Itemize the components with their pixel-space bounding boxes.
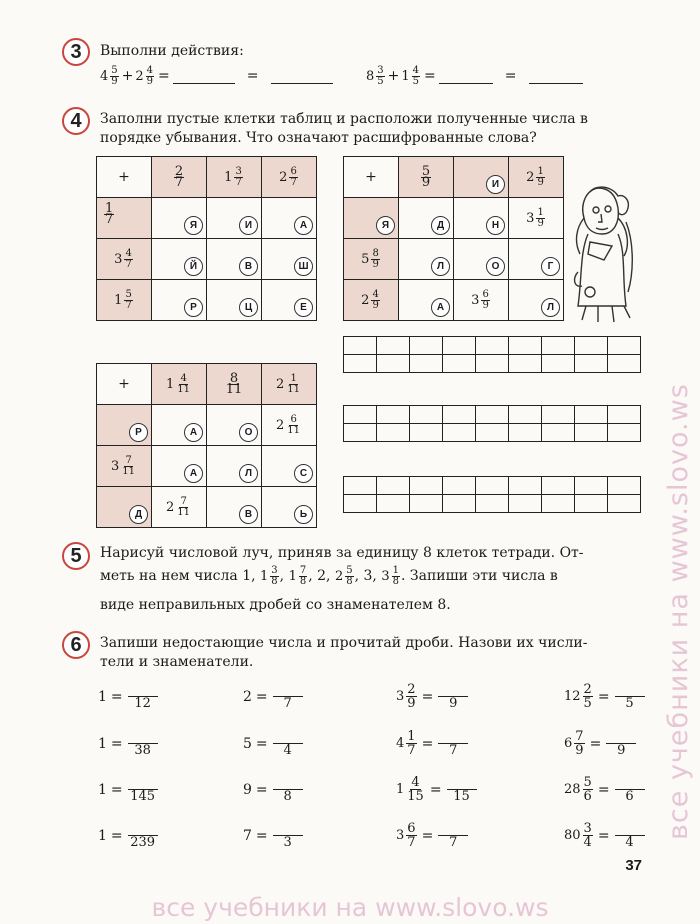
equation: 9 = 8 xyxy=(243,776,304,803)
watermark-bottom: все учебники на www.slovo.ws xyxy=(151,893,549,922)
cell-letter: Н xyxy=(486,216,505,235)
missing-numerator[interactable] xyxy=(438,822,468,836)
equation: 7 = 3 xyxy=(243,822,304,849)
cell-letter: Ш xyxy=(294,257,313,276)
cell-letter: Я xyxy=(376,216,395,235)
empty-cell[interactable] xyxy=(454,239,509,280)
page-number: 37 xyxy=(625,857,642,874)
task-4-number: 4 xyxy=(62,107,90,135)
cell-letter: Л xyxy=(541,298,560,317)
answer-grid-1[interactable] xyxy=(343,336,641,373)
cell-letter: Ц xyxy=(239,298,258,317)
col-header: $\frac{8}{11}$ xyxy=(225,370,243,397)
equation: 1 = 38 xyxy=(98,730,159,757)
col-header: $\frac{2}{7}$ xyxy=(174,163,184,190)
table-3 xyxy=(96,363,317,528)
equation: 80 $\frac{3}{4}$ = 4 xyxy=(564,822,646,849)
cell-value: 2 $\frac{6}{11}$ xyxy=(275,413,300,436)
empty-cell[interactable] xyxy=(262,280,317,321)
missing-numerator[interactable] xyxy=(438,683,468,697)
empty-cell[interactable] xyxy=(344,198,399,239)
missing-numerator[interactable] xyxy=(273,776,303,790)
empty-cell[interactable] xyxy=(97,405,152,446)
empty-cell[interactable] xyxy=(454,157,509,198)
cell-letter: С xyxy=(294,464,313,483)
missing-numerator[interactable] xyxy=(615,822,645,836)
empty-cell[interactable] xyxy=(399,198,454,239)
task-3-expr-2: 8 $\frac{3}{5}$ + 1 $\frac{4}{5}$ = = xyxy=(366,66,583,87)
task-6-number: 6 xyxy=(62,631,90,659)
equation: 3 $\frac{2}{9}$ = 9 xyxy=(396,683,469,710)
task-5-line-2: меть на нем числа 1, 1 $\frac{3}{8}$ , 1 $\frac{7}{8}$ , 2, 2 $\frac{5}{8}$ , 3, 3 $\frac{1}{8}$ . Запиши эти числа в xyxy=(100,565,558,587)
cell-value: 3 $\frac{1}{9}$ xyxy=(526,206,544,229)
cell-letter: В xyxy=(239,257,258,276)
empty-cell[interactable] xyxy=(152,280,207,321)
task-5-line-3: виде неправильных дробей со знаменателем 8. xyxy=(100,597,451,613)
missing-numerator[interactable] xyxy=(273,822,303,836)
task-3-number: 3 xyxy=(62,38,90,66)
equation: 1 $\frac{4}{15}$ = 15 xyxy=(396,776,478,803)
empty-cell[interactable] xyxy=(97,487,152,528)
row-header: 3 $\frac{4}{7}$ xyxy=(114,247,132,270)
row-header: 2 $\frac{4}{9}$ xyxy=(361,288,379,311)
task-3-expr-1: 4 $\frac{5}{9}$ + 2 $\frac{4}{9}$ = = xyxy=(100,66,333,87)
empty-cell[interactable] xyxy=(207,198,262,239)
equation: 1 = 239 xyxy=(98,822,159,849)
row-header: 1 $\frac{5}{7}$ xyxy=(114,288,132,311)
task-6-line-2: тели и знаменатели. xyxy=(100,654,254,670)
table-2 xyxy=(343,156,564,321)
empty-cell[interactable] xyxy=(152,405,207,446)
equation: 4 $\frac{1}{7}$ = 7 xyxy=(396,730,469,757)
missing-numerator[interactable] xyxy=(273,683,303,697)
cell-letter: В xyxy=(239,505,258,524)
empty-cell[interactable] xyxy=(262,239,317,280)
cell-letter: Г xyxy=(541,257,560,276)
missing-numerator[interactable] xyxy=(273,730,303,744)
cell-letter: А xyxy=(184,423,203,442)
cell-letter: Р xyxy=(129,423,148,442)
cell-letter: Д xyxy=(431,216,450,235)
task-4-line-2: порядке убывания. Что означают расшифрованные слова? xyxy=(100,130,537,146)
cell-value: 3 $\frac{6}{9}$ xyxy=(471,288,489,311)
answer-grid-3[interactable] xyxy=(343,476,641,513)
plus-sign: + xyxy=(118,169,130,185)
cell-letter: Д xyxy=(129,505,148,524)
cell-letter: Й xyxy=(184,257,203,276)
cell-letter: Р xyxy=(184,298,203,317)
empty-cell[interactable] xyxy=(207,239,262,280)
task-6-line-1: Запиши недостающие числа и прочитай дроби. Назови их числи- xyxy=(100,635,588,651)
empty-cell[interactable] xyxy=(152,198,207,239)
cell-letter: Л xyxy=(239,464,258,483)
missing-numerator[interactable] xyxy=(615,683,645,697)
missing-numerator[interactable] xyxy=(615,776,645,790)
row-header: $\frac{1}{7}$ xyxy=(105,201,114,227)
missing-numerator[interactable] xyxy=(447,776,477,790)
empty-cell[interactable] xyxy=(152,446,207,487)
missing-numerator[interactable] xyxy=(128,730,158,744)
character-illustration xyxy=(568,182,640,324)
empty-cell[interactable] xyxy=(454,198,509,239)
cell-value: 2 $\frac{7}{11}$ xyxy=(165,495,190,518)
row-header: 5 $\frac{8}{9}$ xyxy=(361,247,379,270)
empty-cell[interactable] xyxy=(262,487,317,528)
answer-blank[interactable] xyxy=(271,83,333,84)
cell-letter: Я xyxy=(184,216,203,235)
empty-cell[interactable] xyxy=(509,280,564,321)
task-4-line-1: Заполни пустые клетки таблиц и расположи полученные числа в xyxy=(100,111,588,127)
watermark-side: все учебники на www.slovo.ws xyxy=(663,383,694,840)
equation: 5 = 4 xyxy=(243,730,304,757)
col-header: 2 $\frac{6}{7}$ xyxy=(279,165,297,188)
missing-numerator[interactable] xyxy=(606,730,636,744)
equation: 1 = 145 xyxy=(98,776,159,803)
cell-letter: А xyxy=(294,216,313,235)
task-3-text: Выполни действия: xyxy=(100,43,244,59)
empty-cell[interactable] xyxy=(399,239,454,280)
cell-letter: И xyxy=(486,175,505,194)
empty-cell[interactable] xyxy=(207,280,262,321)
missing-numerator[interactable] xyxy=(128,776,158,790)
empty-cell[interactable] xyxy=(152,239,207,280)
missing-numerator[interactable] xyxy=(438,730,468,744)
col-header: 1 $\frac{3}{7}$ xyxy=(224,165,242,188)
task-5-number: 5 xyxy=(62,542,90,570)
empty-cell[interactable] xyxy=(207,446,262,487)
equation: 3 $\frac{6}{7}$ = 7 xyxy=(396,822,469,849)
answer-blank[interactable] xyxy=(173,83,235,84)
empty-cell[interactable] xyxy=(509,239,564,280)
equation: 28 $\frac{5}{6}$ = 6 xyxy=(564,776,646,803)
row-header: 3 $\frac{7}{11}$ xyxy=(110,454,135,477)
col-header: 2 $\frac{1}{11}$ xyxy=(275,372,300,395)
col-header: $\frac{5}{9}$ xyxy=(421,163,431,190)
empty-cell[interactable] xyxy=(207,405,262,446)
equation: 2 = 7 xyxy=(243,683,304,710)
answer-grid-2[interactable] xyxy=(343,405,641,442)
cell-letter: Е xyxy=(294,298,313,317)
cell-letter: Л xyxy=(431,257,450,276)
cell-letter: А xyxy=(184,464,203,483)
cell-letter: Ь xyxy=(294,505,313,524)
cell-letter: И xyxy=(239,216,258,235)
answer-blank[interactable] xyxy=(439,83,493,84)
equation: 1 = 12 xyxy=(98,683,159,710)
missing-numerator[interactable] xyxy=(128,822,158,836)
empty-cell[interactable] xyxy=(207,487,262,528)
empty-cell[interactable] xyxy=(262,198,317,239)
answer-blank[interactable] xyxy=(529,83,583,84)
empty-cell[interactable] xyxy=(262,446,317,487)
cell-letter: О xyxy=(239,423,258,442)
col-header: 1 $\frac{4}{11}$ xyxy=(165,372,190,395)
table-1 xyxy=(96,156,317,321)
empty-cell[interactable] xyxy=(399,280,454,321)
task-5-line-1: Нарисуй числовой луч, приняв за единицу 8 клеток тетради. От- xyxy=(100,545,584,561)
col-header: 2 $\frac{1}{9}$ xyxy=(526,165,544,188)
missing-numerator[interactable] xyxy=(128,683,158,697)
plus-sign: + xyxy=(365,169,377,185)
cell-letter: А xyxy=(431,298,450,317)
plus-sign: + xyxy=(118,376,130,392)
cell-letter: О xyxy=(486,257,505,276)
equation: 12 $\frac{2}{5}$ = 5 xyxy=(564,683,646,710)
equation: 6 $\frac{7}{9}$ = 9 xyxy=(564,730,637,757)
